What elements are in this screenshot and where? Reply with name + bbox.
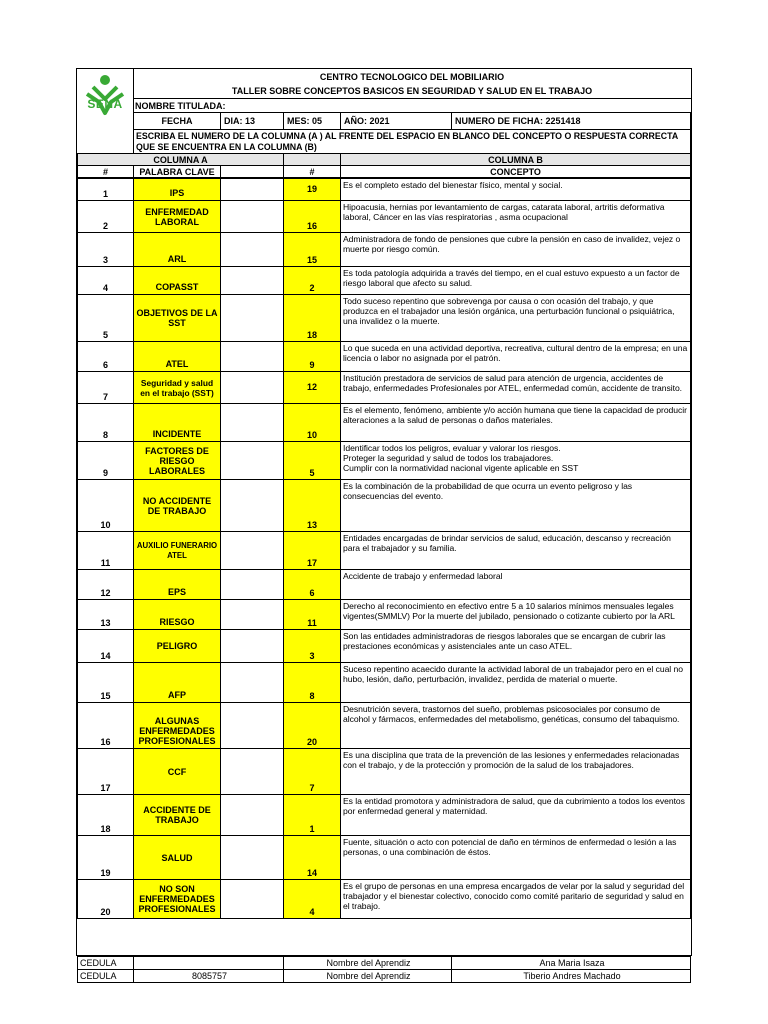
workshop-title: TALLER SOBRE CONCEPTOS BASICOS EN SEGURIDAD Y SALUD EN EL TRABAJO [231,86,593,96]
answer-cell[interactable]: 8 [283,662,341,703]
row-number: 18 [77,794,134,836]
spacer-cell [220,266,284,295]
concept-cell: Es la combinación de la probabilidad de que ocurra un evento peligroso y las consecuencias del evento. [340,479,691,532]
aprendiz-label: Nombre del Aprendiz [283,969,452,983]
keyword-cell: EPS [133,569,221,600]
ficha-field: NUMERO DE FICHA: 2251418 [451,112,691,130]
answer-cell[interactable]: 4 [283,879,341,919]
keyword-cell: INCIDENTE [133,403,221,442]
keyword-cell: CCF [133,748,221,795]
spacer-cell [220,441,284,480]
keyword-cell: IPS [133,178,221,201]
spacer-cell [220,403,284,442]
row-number: 8 [77,403,134,442]
concept-cell: Es toda patología adquirida a través del tiempo, en el cual estuvo expuesto a un factor de riesgo laboral que afecto su salud. [340,266,691,295]
keyword-cell: AFP [133,662,221,703]
institution-title: CENTRO TECNOLOGICO DEL MOBILIARIO [319,72,505,82]
answer-cell[interactable]: 11 [283,599,341,630]
cedula-value [133,956,284,970]
keyword-cell: RIESGO [133,599,221,630]
instruction-text: ESCRIBA EL NUMERO DE LA COLUMNA (A ) AL FRENTE DEL ESPACIO EN BLANCO DEL CONCEPTO O RESPUESTA CORRECTA QUE SE ENCUENTRA EN LA COLUMNA (B) [133,129,691,154]
keyword-cell: NO ACCIDENTE DE TRABAJO [133,479,221,532]
concept-cell: Desnutrición severa, trastornos del sueño, problemas psicosociales por consumo de alcohol y fármacos, enfermedades del metabolismo, genéticas, consumo del tabaquismo. [340,702,691,749]
row-number: 11 [77,531,134,570]
answer-cell[interactable]: 7 [283,748,341,795]
row-number: 4 [77,266,134,295]
concept-cell: Es el completo estado del bienestar físico, mental y social. [340,178,691,201]
row-number: 16 [77,702,134,749]
answer-cell[interactable]: 3 [283,629,341,663]
concept-cell: Suceso repentino acaecido durante la actividad laboral de un trabajador pero en el cual no hubo, lesión, daño, perturbación, invalidez, perdida de material o muerte. [340,662,691,703]
row-number: 10 [77,479,134,532]
num-header-a: # [77,165,134,178]
answer-cell[interactable]: 5 [283,441,341,480]
keyword-cell: ENFERMEDAD LABORAL [133,200,221,233]
spacer-cell [220,599,284,630]
spacer-cell [220,835,284,880]
row-number: 15 [77,662,134,703]
answer-cell[interactable]: 6 [283,569,341,600]
answer-cell[interactable]: 17 [283,531,341,570]
answer-cell[interactable]: 16 [283,200,341,233]
cedula-label: CEDULA [77,969,134,983]
aprendiz-label: Nombre del Aprendiz [283,956,452,970]
spacer-cell [220,371,284,404]
concept-cell: Identificar todos los peligros, evaluar y valorar los riesgos. Proteger la seguridad y salud de todos los trabajadores. Cumplir con la normatividad nacional vigente aplicable en SST [340,441,691,480]
spacer-cell [220,531,284,570]
keyword-cell: ARL [133,232,221,267]
row-number: 7 [77,371,134,404]
answer-cell[interactable]: 20 [283,702,341,749]
spacer-cell [220,879,284,919]
concept-cell: Son las entidades administradoras de riesgos laborales que se encargan de cubrir las prestaciones económicas y asistenciales ante un caso ATEL. [340,629,691,663]
column-b-header: COLUMNA B [340,153,691,166]
answer-cell[interactable]: 18 [283,294,341,342]
answer-cell[interactable]: 13 [283,479,341,532]
dia-field: DIA: 13 [220,112,284,130]
spacer-cell [220,200,284,233]
concept-cell: Accidente de trabajo y enfermedad laboral [340,569,691,600]
answer-cell[interactable]: 2 [283,266,341,295]
answer-cell[interactable]: 19 [283,178,341,201]
keyword-cell: PELIGRO [133,629,221,663]
row-number: 13 [77,599,134,630]
answer-cell[interactable]: 9 [283,341,341,372]
concept-cell: Fuente, situación o acto con potencial de daño en términos de enfermedad o lesión a las personas, o una combinación de éstos. [340,835,691,880]
row-number: 5 [77,294,134,342]
row-number: 19 [77,835,134,880]
cedula-value: 8085757 [133,969,284,983]
spacer-cell [220,232,284,267]
concept-header: CONCEPTO [340,165,691,178]
spacer-cell [220,629,284,663]
keyword-cell: FACTORES DE RIESGO LABORALES [133,441,221,480]
spacer-cell [220,662,284,703]
worksheet [76,68,692,981]
keyword-cell: ATEL [133,341,221,372]
keyword-cell: AUXILIO FUNERARIO ATEL [133,531,221,570]
row-number: 17 [77,748,134,795]
row-number: 14 [77,629,134,663]
concept-cell: Entidades encargadas de brindar servicios de salud, educación, descanso y recreación para el trabajador y su familia. [340,531,691,570]
answer-cell[interactable]: 14 [283,835,341,880]
spacer-cell [220,569,284,600]
concept-cell: Es el elemento, fenómeno, ambiente y/o acción humana que tiene la capacidad de producir alteraciones a la salud de personas o daños materiales. [340,403,691,442]
answer-cell[interactable]: 15 [283,232,341,267]
keyword-cell: SALUD [133,835,221,880]
keyword-cell: COPASST [133,266,221,295]
answer-cell[interactable]: 1 [283,794,341,836]
fecha-label: FECHA [133,112,221,130]
keyword-cell: NO SON ENFERMEDADES PROFESIONALES [133,879,221,919]
row-number: 12 [77,569,134,600]
keyword-cell: ALGUNAS ENFERMEDADES PROFESIONALES [133,702,221,749]
concept-cell: Es el grupo de personas en una empresa encargados de velar por la salud y seguridad del trabajador y el bienestar colectivo, conocido como comité paritario de seguridad y salud en el trabajo. [340,879,691,919]
aprendiz-name: Tiberio Andres Machado [451,969,691,983]
name-label: NOMBRE TITULADA: [135,101,226,111]
spacer-cell [220,294,284,342]
num-header-b: # [283,165,341,178]
logo-text: SENA [87,97,123,111]
row-number: 1 [77,178,134,201]
concept-cell: Es una disciplina que trata de la prevención de las lesiones y enfermedades relacionadas con el trabajo, y de la protección y promoción de la salud de los trabajadores. [340,748,691,795]
concept-cell: Lo que suceda en una actividad deportiva, recreativa, cultural dentro de la empresa; en una licencia o labor no asignada por el patrón. [340,341,691,372]
row-number: 20 [77,879,134,919]
spacer-cell [220,178,284,201]
spacer-cell [220,702,284,749]
concept-cell: Institución prestadora de servicios de salud para atención de urgencia, accidentes de trabajo, enfermedades Profesionales por ATEL, enfermedad común, accidente de transito. [340,371,691,404]
keyword-cell: OBJETIVOS DE LA SST [133,294,221,342]
row-number: 6 [77,341,134,372]
aprendiz-name: Ana Maria Isaza [451,956,691,970]
spacer-header [220,165,284,178]
answer-cell[interactable]: 10 [283,403,341,442]
concept-cell: Es la entidad promotora y administradora de salud, que da cubrimiento a todos los eventos por enfermedad general y maternidad. [340,794,691,836]
concept-cell: Administradora de fondo de pensiones que cubre la pensión en caso de invalidez, vejez o muerte por riesgo común. [340,232,691,267]
mes-field: MES: 05 [283,112,341,130]
sena-logo [77,69,133,129]
keyword-cell: ACCIDENTE DE TRABAJO [133,794,221,836]
row-number: 3 [77,232,134,267]
spacer-cell [220,794,284,836]
spacer-cell [220,479,284,532]
spacer-cell [220,341,284,372]
row-number: 2 [77,200,134,233]
row-number: 9 [77,441,134,480]
cedula-label: CEDULA [77,956,134,970]
concept-cell: Hipoacusia, hernias por levantamiento de cargas, catarata laboral, artritis deformativa laboral, Cáncer en las vías respiratorias , asma ocupacional [340,200,691,233]
concept-cell: Derecho al reconocimiento en efectivo entre 5 a 10 salarios mínimos mensuales legales vigentes(SMMLV) Por la muerte del jubilado, pensionado o cotizante cubierto por la ARL [340,599,691,630]
anio-field: AÑO: 2021 [340,112,452,130]
column-a-header: COLUMNA A [77,153,284,166]
keyword-cell: Seguridad y salud en el trabajo (SST) [133,371,221,404]
concept-cell: Todo suceso repentino que sobrevenga por causa o con ocasión del trabajo, y que produzca en el trabajador una lesión orgánica, una perturbación funcional o psiquiátrica, una invalidez o la muerte. [340,294,691,342]
keyword-header: PALABRA CLAVE [133,165,221,178]
answer-cell[interactable]: 12 [283,371,341,404]
spacer-cell [220,748,284,795]
